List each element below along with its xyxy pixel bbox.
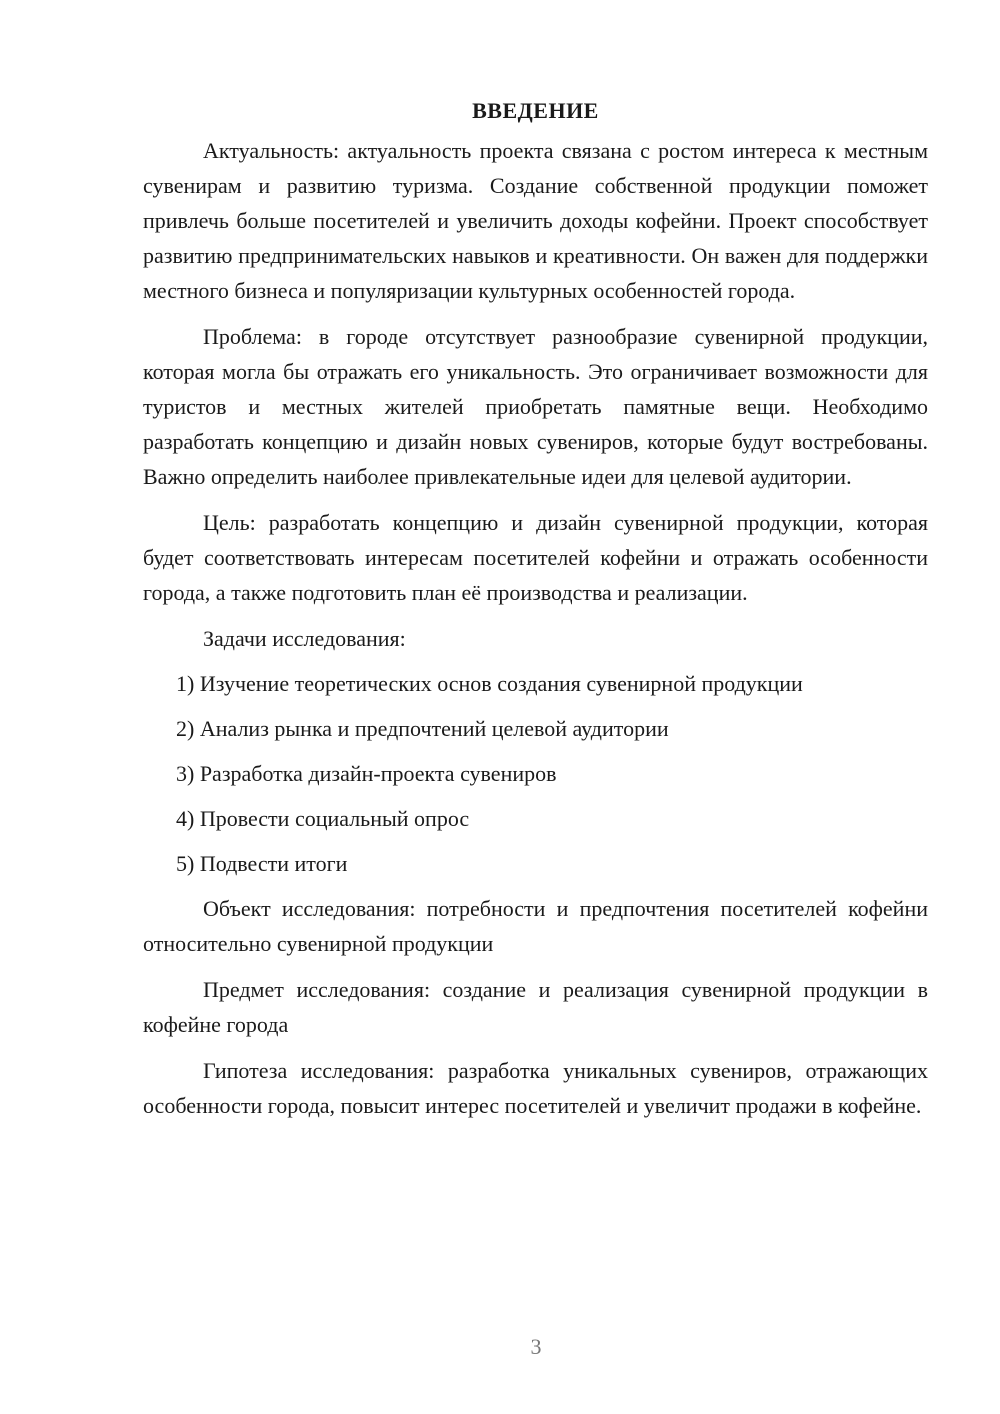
- tasks-heading: Задачи исследования:: [203, 626, 406, 651]
- paragraph-object: Объект исследования: потребности и предпочтения посетителей кофейни относительно сувенирной продукции: [143, 896, 928, 956]
- paragraph-goal: Цель: разработать концепцию и дизайн сувенирной продукции, которая будет соответствовать интересам посетителей кофейни и отражать особенности города, а также подготовить план её производства и реализации.: [143, 510, 928, 605]
- task-item: 5) Подвести итоги: [176, 851, 348, 876]
- task-item: 2) Анализ рынка и предпочтений целевой аудитории: [176, 716, 669, 741]
- paragraph-subject: Предмет исследования: создание и реализация сувенирной продукции в кофейне города: [143, 977, 928, 1037]
- task-item: 3) Разработка дизайн-проекта сувениров: [176, 761, 557, 786]
- page-content: [143, 96, 928, 1134]
- paragraph-relevance: Актуальность: актуальность проекта связана с ростом интереса к местным сувенирам и развитию туризма. Создание собственной продукции поможет привлечь больше посетителей и увеличить доходы кофейни. Проект способствует развитию предпринимательских навыков и креативности. Он важен для поддержки местного бизнеса и популяризации культурных особенностей города.: [143, 138, 928, 303]
- paragraph-problem: Проблема: в городе отсутствует разнообразие сувенирной продукции, которая могла бы отражать его уникальность. Это ограничивает возможности для туристов и местных жителей приобретать памятные вещи. Необходимо разработать концепцию и дизайн новых сувениров, которые будут востребованы. Важно определить наиболее привлекательные идеи для целевой аудитории.: [143, 324, 928, 489]
- section-title: ВВЕДЕНИЕ: [472, 98, 599, 123]
- paragraph-hypothesis: Гипотеза исследования: разработка уникальных сувениров, отражающих особенности города, повысит интерес посетителей и увеличит продажи в кофейне.: [143, 1058, 928, 1118]
- task-item: 1) Изучение теоретических основ создания сувенирной продукции: [176, 671, 803, 696]
- page-number: 3: [530, 1334, 542, 1359]
- task-item: 4) Провести социальный опрос: [176, 806, 470, 831]
